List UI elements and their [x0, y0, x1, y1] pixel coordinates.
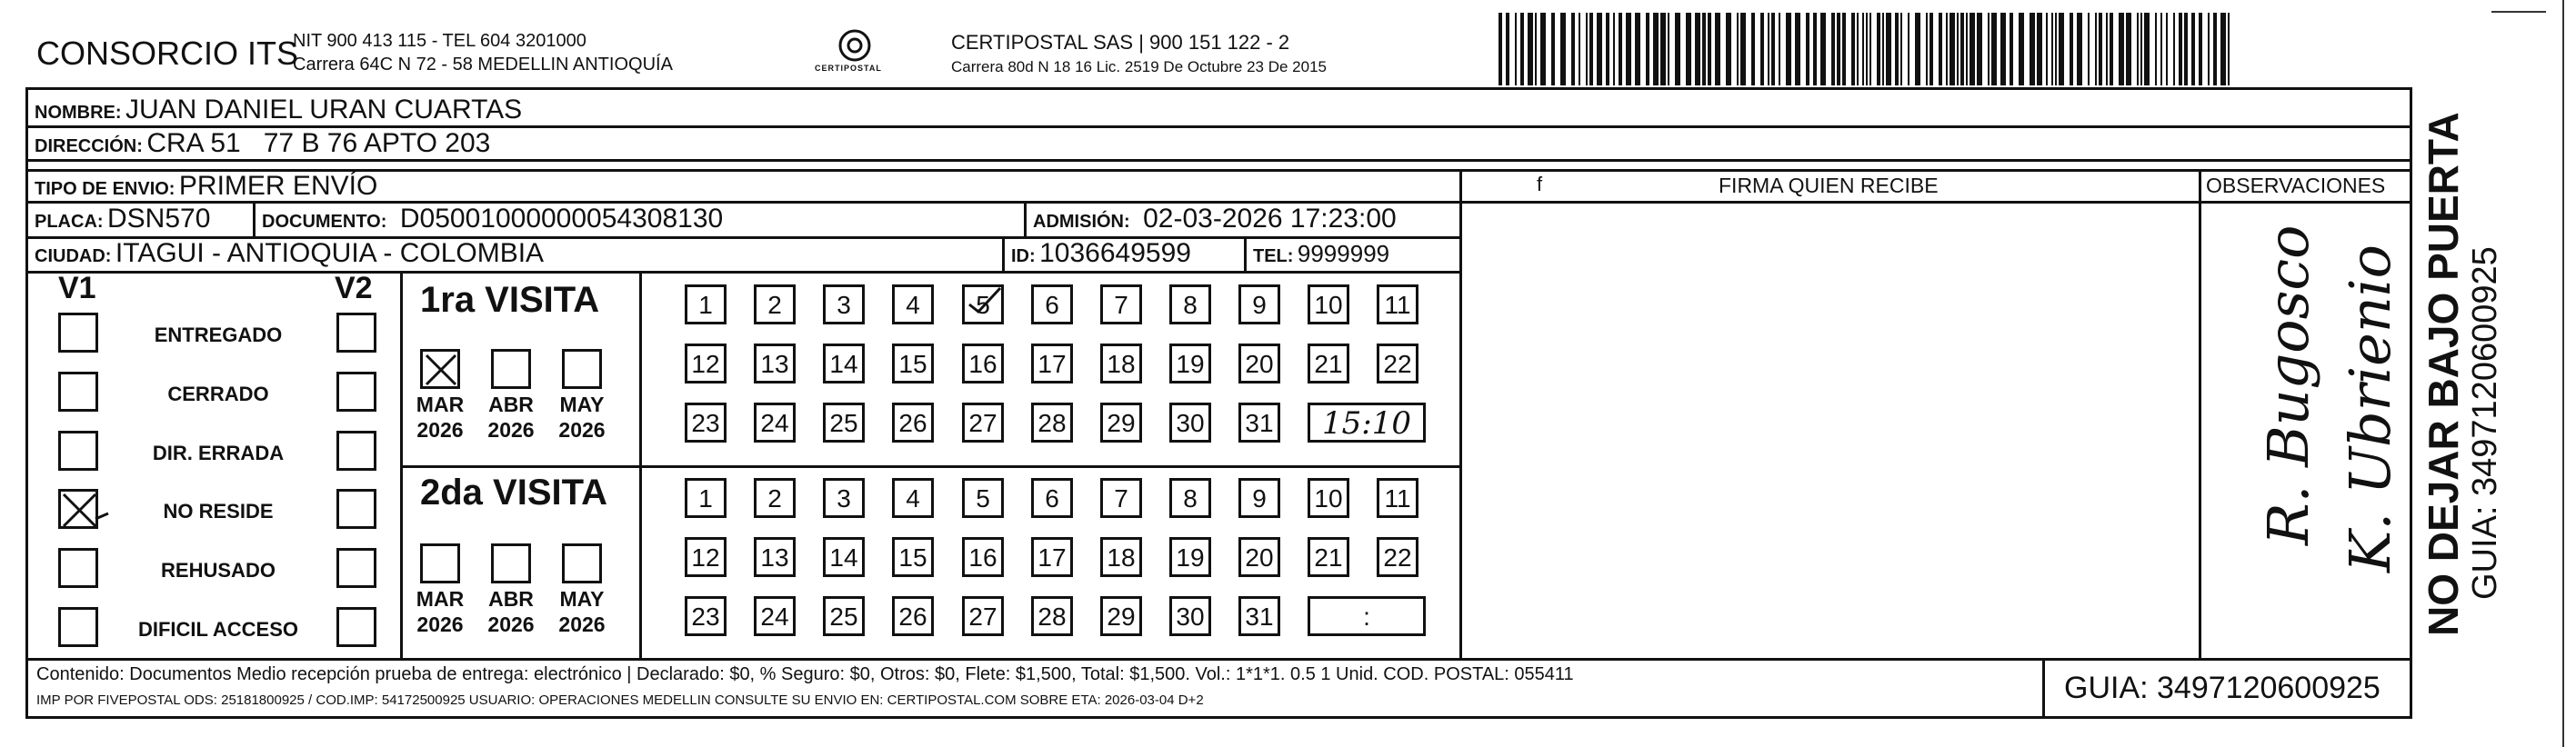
day-box[interactable]: 17 — [1031, 537, 1073, 577]
month-year-label: 2026 — [558, 613, 606, 636]
day-box[interactable]: 15 — [892, 537, 934, 577]
month-year-label: 2026 — [416, 613, 464, 636]
status-v2-checkbox[interactable] — [336, 489, 376, 529]
day-box[interactable]: 18 — [1100, 344, 1142, 383]
day-box[interactable]: 6 — [1031, 284, 1073, 324]
day-box[interactable]: 30 — [1169, 403, 1211, 443]
ciudad-label: CIUDAD: — [35, 246, 112, 266]
status-label: REHUSADO — [161, 559, 276, 582]
v1-label: V1 — [58, 271, 96, 305]
month-year-label: 2026 — [487, 613, 535, 636]
status-label: ENTREGADO — [154, 324, 283, 346]
status-v2-checkbox[interactable] — [336, 313, 376, 353]
month-checkbox[interactable] — [562, 349, 602, 389]
day-box[interactable]: 13 — [754, 537, 796, 577]
check-x-icon — [61, 492, 101, 532]
id-row — [1011, 238, 1191, 269]
day-box[interactable]: 7 — [1100, 478, 1142, 518]
day-box[interactable]: 3 — [823, 284, 865, 324]
day-box[interactable]: 25 — [823, 596, 865, 636]
day-box[interactable]: 4 — [892, 284, 934, 324]
side-guia: GUIA: 3497120600925 — [2466, 246, 2504, 600]
day-box[interactable]: 29 — [1100, 596, 1142, 636]
observation-handwriting-1: R. Bugosco — [2255, 224, 2321, 545]
tel-label: TEL: — [1253, 246, 1294, 266]
placa-value: DSN570 — [107, 204, 211, 234]
day-box[interactable]: 16 — [962, 344, 1004, 383]
status-v2-checkbox[interactable] — [336, 372, 376, 412]
day-box[interactable]: 8 — [1169, 478, 1211, 518]
month-label: MAY — [559, 587, 605, 611]
barcode-image — [1498, 13, 2235, 85]
day-box[interactable]: 9 — [1238, 284, 1280, 324]
day-box[interactable]: 9 — [1238, 478, 1280, 518]
day-box[interactable]: 8 — [1169, 284, 1211, 324]
day-box[interactable]: 17 — [1031, 344, 1073, 383]
documento-row — [262, 204, 723, 234]
month-checkbox[interactable] — [562, 543, 602, 583]
admision-value: 02-03-2026 17:23:00 — [1143, 204, 1397, 234]
day-box[interactable]: 27 — [962, 403, 1004, 443]
status-v1-checkbox[interactable] — [58, 313, 98, 353]
day-box[interactable]: 26 — [892, 596, 934, 636]
side-no-dejar: NO DEJAR BAJO PUERTA — [2420, 112, 2467, 636]
day-box[interactable]: 2 — [754, 478, 796, 518]
tel-value: 9999999 — [1297, 240, 1390, 267]
day-box[interactable]: 31 — [1238, 596, 1280, 636]
status-v1-checkbox[interactable] — [58, 548, 98, 588]
day-box[interactable]: 19 — [1169, 537, 1211, 577]
day-box[interactable]: 16 — [962, 537, 1004, 577]
day-box[interactable]: 7 — [1100, 284, 1142, 324]
day-box[interactable]: 20 — [1238, 537, 1280, 577]
status-v1-checkbox[interactable] — [58, 489, 98, 529]
day-box[interactable]: 26 — [892, 403, 934, 443]
status-label: NO RESIDE — [163, 500, 274, 523]
company-address: Carrera 64C N 72 - 58 MEDELLIN ANTIOQUÍA — [293, 55, 673, 75]
month-checkbox[interactable] — [420, 349, 460, 389]
month-year-label: 2026 — [558, 418, 606, 442]
status-label: DIFICIL ACCESO — [137, 618, 298, 641]
day-box[interactable]: 19 — [1169, 344, 1211, 383]
day-box[interactable]: 1 — [685, 284, 727, 324]
status-v2-checkbox[interactable] — [336, 548, 376, 588]
observation-handwriting-2: K. Ubrienio — [2337, 244, 2403, 573]
month-label: MAR — [416, 587, 465, 611]
day-box[interactable]: 29 — [1100, 403, 1142, 443]
day-box[interactable]: 30 — [1169, 596, 1211, 636]
v2-label: V2 — [335, 271, 373, 305]
barcode — [1498, 13, 2235, 85]
day-box[interactable]: 24 — [754, 596, 796, 636]
direccion-row — [35, 128, 490, 159]
day-box[interactable]: 24 — [754, 403, 796, 443]
status-v2-checkbox[interactable] — [336, 431, 376, 471]
month-label: ABR — [488, 587, 534, 611]
month-year-label: 2026 — [416, 418, 464, 442]
time-box[interactable]: : — [1308, 596, 1426, 636]
day-box[interactable]: 25 — [823, 403, 865, 443]
day-box[interactable]: 1 — [685, 478, 727, 518]
check-x-icon — [423, 352, 463, 392]
id-label: ID: — [1011, 246, 1036, 266]
day-box[interactable]: 11 — [1377, 284, 1418, 324]
nombre-row — [35, 95, 522, 125]
day-box[interactable] — [962, 284, 1004, 324]
placa-row — [35, 204, 210, 234]
carrier-address: Carrera 80d N 18 16 Lic. 2519 De Octubre 23 De 2015 — [951, 58, 1327, 75]
ciudad-row — [35, 238, 544, 269]
day-box[interactable]: 10 — [1308, 478, 1349, 518]
month-label: MAY — [559, 393, 605, 416]
month-year-label: 2026 — [487, 418, 535, 442]
day-box[interactable]: 5 — [962, 478, 1004, 518]
direccion-value: CRA 51 77 B 76 APTO 203 — [146, 128, 491, 158]
status-v1-checkbox[interactable] — [58, 431, 98, 471]
tipo-row — [35, 171, 377, 202]
day-box[interactable]: 3 — [823, 478, 865, 518]
day-number: 5 — [976, 291, 990, 319]
day-box[interactable]: 15 — [892, 344, 934, 383]
day-box[interactable]: 28 — [1031, 403, 1073, 443]
nombre-label: NOMBRE: — [35, 103, 122, 123]
day-box[interactable]: 27 — [962, 596, 1004, 636]
admision-row — [1033, 204, 1397, 234]
status-v1-checkbox[interactable] — [58, 607, 98, 647]
direccion-label: DIRECCIÓN: — [35, 136, 143, 156]
check-icon — [962, 284, 1004, 324]
day-box[interactable]: 18 — [1100, 537, 1142, 577]
second-visit-title: 2da VISITA — [420, 473, 607, 513]
edge-tick — [2491, 11, 2546, 13]
day-box[interactable]: 31 — [1238, 403, 1280, 443]
form-frame — [25, 87, 2412, 719]
month-checkbox[interactable] — [420, 543, 460, 583]
admision-label: ADMISIÓN: — [1033, 212, 1130, 232]
month-checkbox[interactable] — [491, 543, 531, 583]
id-value: 1036649599 — [1039, 238, 1191, 268]
day-box[interactable]: 21 — [1308, 537, 1349, 577]
status-v2-checkbox[interactable] — [336, 607, 376, 647]
status-v1-checkbox[interactable] — [58, 372, 98, 412]
status-label: CERRADO — [167, 383, 269, 405]
time-box[interactable]: 15:10 — [1308, 403, 1426, 443]
day-box[interactable]: 6 — [1031, 478, 1073, 518]
day-box[interactable]: 14 — [823, 537, 865, 577]
edge-line — [2562, 0, 2564, 747]
documento-label: DOCUMENTO: — [262, 212, 387, 232]
day-box[interactable]: 4 — [892, 478, 934, 518]
observaciones-label: OBSERVACIONES — [2206, 174, 2386, 197]
company-name: CONSORCIO ITS — [36, 35, 299, 72]
month-label: ABR — [488, 393, 534, 416]
f-mark: f — [1537, 173, 1543, 195]
day-box[interactable]: 20 — [1238, 344, 1280, 383]
tipo-value: PRIMER ENVÍO — [178, 171, 378, 201]
nombre-value: JUAN DANIEL URAN CUARTAS — [125, 95, 523, 124]
footer-contenido: Contenido: Documentos Medio recepción prueba de entrega: electrónico | Declarado: $0, % Seguro: $0, Otros: $0, Flete: $1,500, Total: $1,500. Vol.: 1*1*1. 0.5 1 Unid. COD. POSTAL: 055411 — [36, 664, 1574, 684]
day-box[interactable]: 22 — [1377, 344, 1418, 383]
month-checkbox[interactable] — [491, 349, 531, 389]
company-nit-tel: NIT 900 413 115 - TEL 604 3201000 — [293, 31, 586, 51]
carrier-name: CERTIPOSTAL SAS | 900 151 122 - 2 — [951, 31, 1290, 54]
footer-guia: GUIA: 3497120600925 — [2064, 671, 2381, 705]
status-label: DIR. ERRADA — [152, 442, 285, 464]
ciudad-value: ITAGUI - ANTIOQUIA - COLOMBIA — [115, 238, 545, 268]
day-box[interactable]: 2 — [754, 284, 796, 324]
day-box[interactable]: 10 — [1308, 284, 1349, 324]
documento-value: D05001000000054308130 — [399, 204, 724, 234]
month-label: MAR — [416, 393, 465, 416]
day-box[interactable]: 28 — [1031, 596, 1073, 636]
day-box[interactable]: 14 — [823, 344, 865, 383]
tel-row — [1253, 240, 1389, 268]
day-box[interactable]: 11 — [1377, 478, 1418, 518]
day-box[interactable]: 23 — [685, 403, 727, 443]
day-box[interactable]: 21 — [1308, 344, 1349, 383]
carrier-logo — [809, 25, 900, 80]
carrier-logo-text: CERTIPOSTAL — [815, 64, 882, 73]
placa-label: PLACA: — [35, 212, 104, 232]
day-box[interactable]: 12 — [685, 537, 727, 577]
first-visit-title: 1ra VISITA — [420, 280, 600, 320]
tipo-label: TIPO DE ENVIO: — [35, 179, 175, 199]
day-box[interactable]: 22 — [1377, 537, 1418, 577]
footer-imp: IMP POR FIVEPOSTAL ODS: 25181800925 / COD.IMP: 54172500925 USUARIO: OPERACIONES MEDELLIN CONSULTE SU ENVIO EN: CERTIPOSTAL.COM SOBRE ETA: 2026-03-04 D+2 — [36, 692, 1204, 708]
firma-label: FIRMA QUIEN RECIBE — [1719, 174, 1939, 197]
day-box[interactable]: 23 — [685, 596, 727, 636]
day-box[interactable]: 12 — [685, 344, 727, 383]
day-box[interactable]: 13 — [754, 344, 796, 383]
